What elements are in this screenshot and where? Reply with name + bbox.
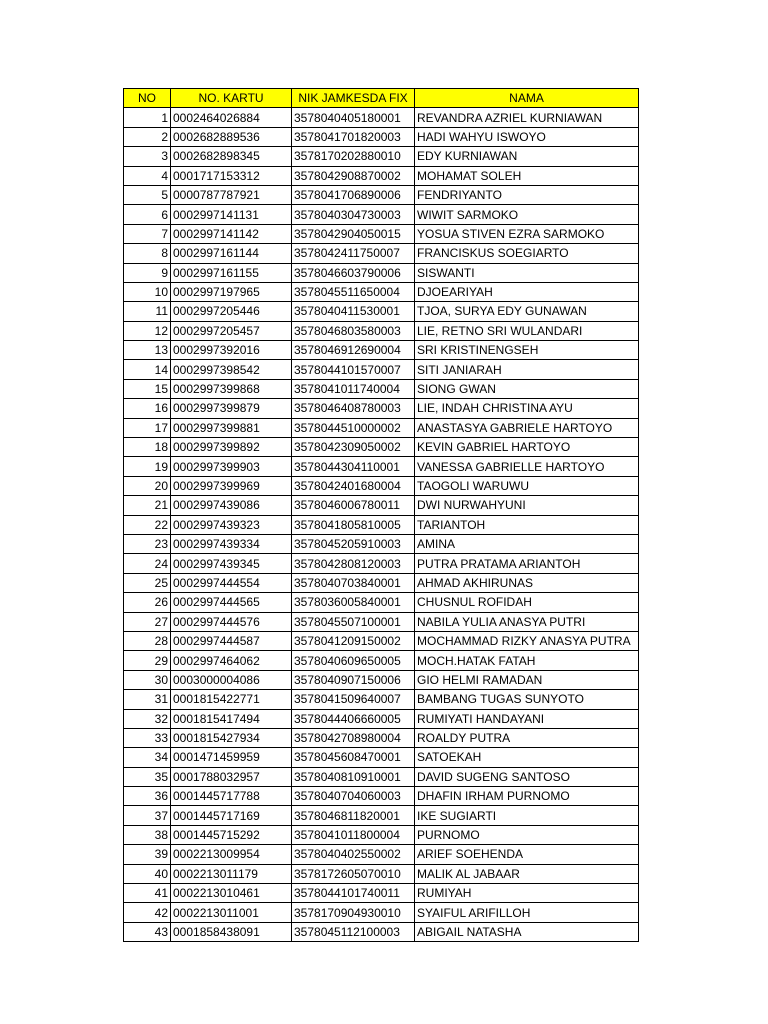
cell-no: 13 — [124, 341, 171, 360]
cell-no-kartu: 0002997444576 — [171, 612, 292, 631]
header-no: NO — [124, 89, 171, 108]
cell-nama: PURNOMO — [415, 825, 639, 844]
cell-no: 31 — [124, 690, 171, 709]
cell-no-kartu: 0001445717788 — [171, 787, 292, 806]
cell-nik: 3578170202880010 — [292, 147, 415, 166]
table-row — [124, 554, 639, 573]
cell-nama: NABILA YULIA ANASYA PUTRI — [415, 612, 639, 631]
cell-nama: FENDRIYANTO — [415, 185, 639, 204]
cell-no: 16 — [124, 399, 171, 418]
cell-nik: 3578042309050002 — [292, 438, 415, 457]
cell-no: 27 — [124, 612, 171, 631]
cell-nama: SATOEKAH — [415, 748, 639, 767]
table-row — [124, 166, 639, 185]
cell-no-kartu: 0000787787921 — [171, 185, 292, 204]
cell-no: 38 — [124, 825, 171, 844]
cell-nama: REVANDRA AZRIEL KURNIAWAN — [415, 108, 639, 127]
table-row — [124, 263, 639, 282]
cell-no: 32 — [124, 709, 171, 728]
cell-no: 18 — [124, 438, 171, 457]
cell-nama: BAMBANG TUGAS SUNYOTO — [415, 690, 639, 709]
cell-no: 22 — [124, 515, 171, 534]
table-row — [124, 748, 639, 767]
cell-no: 9 — [124, 263, 171, 282]
cell-no: 26 — [124, 593, 171, 612]
table-row — [124, 690, 639, 709]
cell-nama: AMINA — [415, 534, 639, 553]
table-row — [124, 651, 639, 670]
member-table — [123, 88, 639, 942]
cell-nik: 3578046408780003 — [292, 399, 415, 418]
table-row — [124, 767, 639, 786]
cell-no-kartu: 0001815427934 — [171, 728, 292, 747]
table-row — [124, 903, 639, 922]
cell-nama: ROALDY PUTRA — [415, 728, 639, 747]
cell-no-kartu: 0002213011001 — [171, 903, 292, 922]
cell-no-kartu: 0002997399969 — [171, 476, 292, 495]
cell-nik: 3578042401680004 — [292, 476, 415, 495]
cell-no-kartu: 0002213011179 — [171, 864, 292, 883]
cell-nama: MOCHAMMAD RIZKY ANASYA PUTRA — [415, 631, 639, 650]
cell-no-kartu: 0002997399879 — [171, 399, 292, 418]
cell-nama: TAOGOLI WARUWU — [415, 476, 639, 495]
cell-no: 39 — [124, 845, 171, 864]
cell-nama: AHMAD AKHIRUNAS — [415, 573, 639, 592]
cell-no-kartu: 0002997464062 — [171, 651, 292, 670]
header-no-kartu: NO. KARTU — [171, 89, 292, 108]
cell-no-kartu: 0002997141142 — [171, 224, 292, 243]
cell-no: 8 — [124, 244, 171, 263]
table-row — [124, 496, 639, 515]
table-row — [124, 399, 639, 418]
cell-nama: CHUSNUL ROFIDAH — [415, 593, 639, 612]
cell-nik: 3578045112100003 — [292, 922, 415, 941]
cell-no: 24 — [124, 554, 171, 573]
table-row — [124, 147, 639, 166]
cell-no: 10 — [124, 282, 171, 301]
table-row — [124, 825, 639, 844]
cell-nik: 3578045608470001 — [292, 748, 415, 767]
table-row — [124, 108, 639, 127]
cell-nama: DAVID SUGENG SANTOSO — [415, 767, 639, 786]
cell-no: 40 — [124, 864, 171, 883]
table-row — [124, 728, 639, 747]
cell-nik: 3578046603790006 — [292, 263, 415, 282]
cell-nik: 3578044101740011 — [292, 884, 415, 903]
cell-no-kartu: 0002997439345 — [171, 554, 292, 573]
cell-nama: SITI JANIARAH — [415, 360, 639, 379]
table-row — [124, 224, 639, 243]
cell-nama: ANASTASYA GABRIELE HARTOYO — [415, 418, 639, 437]
cell-nama: RUMIYAH — [415, 884, 639, 903]
table-row — [124, 845, 639, 864]
table-row — [124, 282, 639, 301]
table-row — [124, 806, 639, 825]
table-row — [124, 379, 639, 398]
cell-nama: SISWANTI — [415, 263, 639, 282]
cell-nama: MALIK AL JABAAR — [415, 864, 639, 883]
header-nama: NAMA — [415, 89, 639, 108]
cell-no: 7 — [124, 224, 171, 243]
cell-no-kartu: 0001471459959 — [171, 748, 292, 767]
cell-no-kartu: 0002997398542 — [171, 360, 292, 379]
cell-nik: 3578040402550002 — [292, 845, 415, 864]
cell-nik: 3578042708980004 — [292, 728, 415, 747]
cell-no: 34 — [124, 748, 171, 767]
cell-no-kartu: 0002997439334 — [171, 534, 292, 553]
cell-nama: ARIEF SOEHENDA — [415, 845, 639, 864]
cell-no: 14 — [124, 360, 171, 379]
cell-nama: TJOA, SURYA EDY GUNAWAN — [415, 302, 639, 321]
cell-no: 43 — [124, 922, 171, 941]
cell-no-kartu: 0003000004086 — [171, 670, 292, 689]
cell-no: 37 — [124, 806, 171, 825]
cell-no-kartu: 0002997444587 — [171, 631, 292, 650]
table-row — [124, 321, 639, 340]
table-row — [124, 360, 639, 379]
cell-no-kartu: 0002997205457 — [171, 321, 292, 340]
cell-no: 42 — [124, 903, 171, 922]
cell-nama: RUMIYATI HANDAYANI — [415, 709, 639, 728]
cell-no: 33 — [124, 728, 171, 747]
table-row — [124, 864, 639, 883]
table-row — [124, 341, 639, 360]
cell-no-kartu: 0001815417494 — [171, 709, 292, 728]
cell-no-kartu: 0002997439086 — [171, 496, 292, 515]
cell-nik: 3578045511650004 — [292, 282, 415, 301]
cell-no-kartu: 0001717153312 — [171, 166, 292, 185]
cell-nik: 3578042808120003 — [292, 554, 415, 573]
cell-nama: WIWIT SARMOKO — [415, 205, 639, 224]
table-row — [124, 418, 639, 437]
cell-no: 35 — [124, 767, 171, 786]
table-row — [124, 884, 639, 903]
cell-nik: 3578041011740004 — [292, 379, 415, 398]
cell-no-kartu: 0002997439323 — [171, 515, 292, 534]
cell-nik: 3578044406660005 — [292, 709, 415, 728]
cell-no: 25 — [124, 573, 171, 592]
cell-no-kartu: 0002997399903 — [171, 457, 292, 476]
cell-nik: 3578041701820003 — [292, 127, 415, 146]
table-row — [124, 244, 639, 263]
cell-nik: 3578045205910003 — [292, 534, 415, 553]
cell-nik: 3578046006780011 — [292, 496, 415, 515]
cell-no-kartu: 0002997399881 — [171, 418, 292, 437]
cell-nik: 3578172605070010 — [292, 864, 415, 883]
cell-nama: DHAFIN IRHAM PURNOMO — [415, 787, 639, 806]
cell-nik: 3578036005840001 — [292, 593, 415, 612]
table-row — [124, 573, 639, 592]
cell-nama: VANESSA GABRIELLE HARTOYO — [415, 457, 639, 476]
table-row — [124, 593, 639, 612]
table-row — [124, 438, 639, 457]
cell-nik: 3578040405180001 — [292, 108, 415, 127]
cell-no: 12 — [124, 321, 171, 340]
cell-nik: 3578044304110001 — [292, 457, 415, 476]
cell-no: 19 — [124, 457, 171, 476]
cell-no-kartu: 0002213009954 — [171, 845, 292, 864]
table-row — [124, 302, 639, 321]
cell-no-kartu: 0002997161155 — [171, 263, 292, 282]
cell-nama: MOCH.HATAK FATAH — [415, 651, 639, 670]
cell-nik: 3578041805810005 — [292, 515, 415, 534]
cell-nik: 3578041509640007 — [292, 690, 415, 709]
cell-nama: SYAIFUL ARIFILLOH — [415, 903, 639, 922]
cell-no-kartu: 0002682889536 — [171, 127, 292, 146]
cell-nik: 3578042904050015 — [292, 224, 415, 243]
cell-nik: 3578040703840001 — [292, 573, 415, 592]
cell-no: 30 — [124, 670, 171, 689]
cell-nama: HADI WAHYU ISWOYO — [415, 127, 639, 146]
cell-no: 23 — [124, 534, 171, 553]
table-body — [124, 108, 639, 942]
header-row — [124, 89, 639, 108]
table-row — [124, 787, 639, 806]
cell-no: 17 — [124, 418, 171, 437]
cell-nik: 3578041209150002 — [292, 631, 415, 650]
cell-nama: SIONG GWAN — [415, 379, 639, 398]
cell-nama: GIO HELMI RAMADAN — [415, 670, 639, 689]
cell-no-kartu: 0002997399868 — [171, 379, 292, 398]
table-row — [124, 515, 639, 534]
table-row — [124, 205, 639, 224]
table-row — [124, 670, 639, 689]
cell-no: 3 — [124, 147, 171, 166]
cell-nama: TARIANTOH — [415, 515, 639, 534]
cell-no-kartu: 0002997205446 — [171, 302, 292, 321]
cell-no-kartu: 0001788032957 — [171, 767, 292, 786]
cell-nama: EDY KURNIAWAN — [415, 147, 639, 166]
cell-no: 29 — [124, 651, 171, 670]
cell-nik: 3578041011800004 — [292, 825, 415, 844]
cell-nama: MOHAMAT SOLEH — [415, 166, 639, 185]
cell-nik: 3578044101570007 — [292, 360, 415, 379]
cell-no-kartu: 0002997197965 — [171, 282, 292, 301]
cell-nama: SRI KRISTINENGSEH — [415, 341, 639, 360]
table-header — [124, 89, 639, 108]
header-nik-jamkesda: NIK JAMKESDA FIX — [292, 89, 415, 108]
cell-no-kartu: 0002997392016 — [171, 341, 292, 360]
cell-no-kartu: 0001815422771 — [171, 690, 292, 709]
cell-nik: 3578044510000002 — [292, 418, 415, 437]
cell-nik: 3578040411530001 — [292, 302, 415, 321]
cell-nama: PUTRA PRATAMA ARIANTOH — [415, 554, 639, 573]
cell-no-kartu: 0002997141131 — [171, 205, 292, 224]
table-row — [124, 709, 639, 728]
cell-no-kartu: 0001858438091 — [171, 922, 292, 941]
cell-no-kartu: 0002464026884 — [171, 108, 292, 127]
cell-no: 2 — [124, 127, 171, 146]
cell-no: 4 — [124, 166, 171, 185]
table-row — [124, 476, 639, 495]
table-row — [124, 631, 639, 650]
cell-nama: DJOEARIYAH — [415, 282, 639, 301]
cell-no-kartu: 0002997399892 — [171, 438, 292, 457]
cell-nik: 3578045507100001 — [292, 612, 415, 631]
cell-no-kartu: 0001445715292 — [171, 825, 292, 844]
table-row — [124, 534, 639, 553]
cell-no: 28 — [124, 631, 171, 650]
cell-nik: 3578046912690004 — [292, 341, 415, 360]
cell-nik: 3578040704060003 — [292, 787, 415, 806]
cell-nama: LIE, INDAH CHRISTINA AYU — [415, 399, 639, 418]
cell-nama: LIE, RETNO SRI WULANDARI — [415, 321, 639, 340]
cell-nik: 3578041706890006 — [292, 185, 415, 204]
cell-nik: 3578040810910001 — [292, 767, 415, 786]
cell-nama: YOSUA STIVEN EZRA SARMOKO — [415, 224, 639, 243]
cell-no: 41 — [124, 884, 171, 903]
cell-nik: 3578046811820001 — [292, 806, 415, 825]
cell-no: 6 — [124, 205, 171, 224]
cell-nik: 3578040609650005 — [292, 651, 415, 670]
table-row — [124, 457, 639, 476]
cell-no: 5 — [124, 185, 171, 204]
cell-no: 1 — [124, 108, 171, 127]
cell-no-kartu: 0002997161144 — [171, 244, 292, 263]
cell-nik: 3578042908870002 — [292, 166, 415, 185]
cell-nik: 3578042411750007 — [292, 244, 415, 263]
cell-nama: DWI NURWAHYUNI — [415, 496, 639, 515]
cell-nama: ABIGAIL NATASHA — [415, 922, 639, 941]
cell-no-kartu: 0002682898345 — [171, 147, 292, 166]
cell-nama: KEVIN GABRIEL HARTOYO — [415, 438, 639, 457]
table-row — [124, 922, 639, 941]
table-row — [124, 127, 639, 146]
cell-no-kartu: 0001445717169 — [171, 806, 292, 825]
cell-nik: 3578046803580003 — [292, 321, 415, 340]
cell-no-kartu: 0002213010461 — [171, 884, 292, 903]
cell-no: 15 — [124, 379, 171, 398]
cell-nama: IKE SUGIARTI — [415, 806, 639, 825]
cell-nik: 3578040907150006 — [292, 670, 415, 689]
cell-nik: 3578170904930010 — [292, 903, 415, 922]
cell-nama: FRANCISKUS SOEGIARTO — [415, 244, 639, 263]
table-row — [124, 185, 639, 204]
cell-no: 36 — [124, 787, 171, 806]
cell-no: 21 — [124, 496, 171, 515]
cell-no: 11 — [124, 302, 171, 321]
cell-no-kartu: 0002997444565 — [171, 593, 292, 612]
cell-no: 20 — [124, 476, 171, 495]
table-row — [124, 612, 639, 631]
cell-nik: 3578040304730003 — [292, 205, 415, 224]
cell-no-kartu: 0002997444554 — [171, 573, 292, 592]
